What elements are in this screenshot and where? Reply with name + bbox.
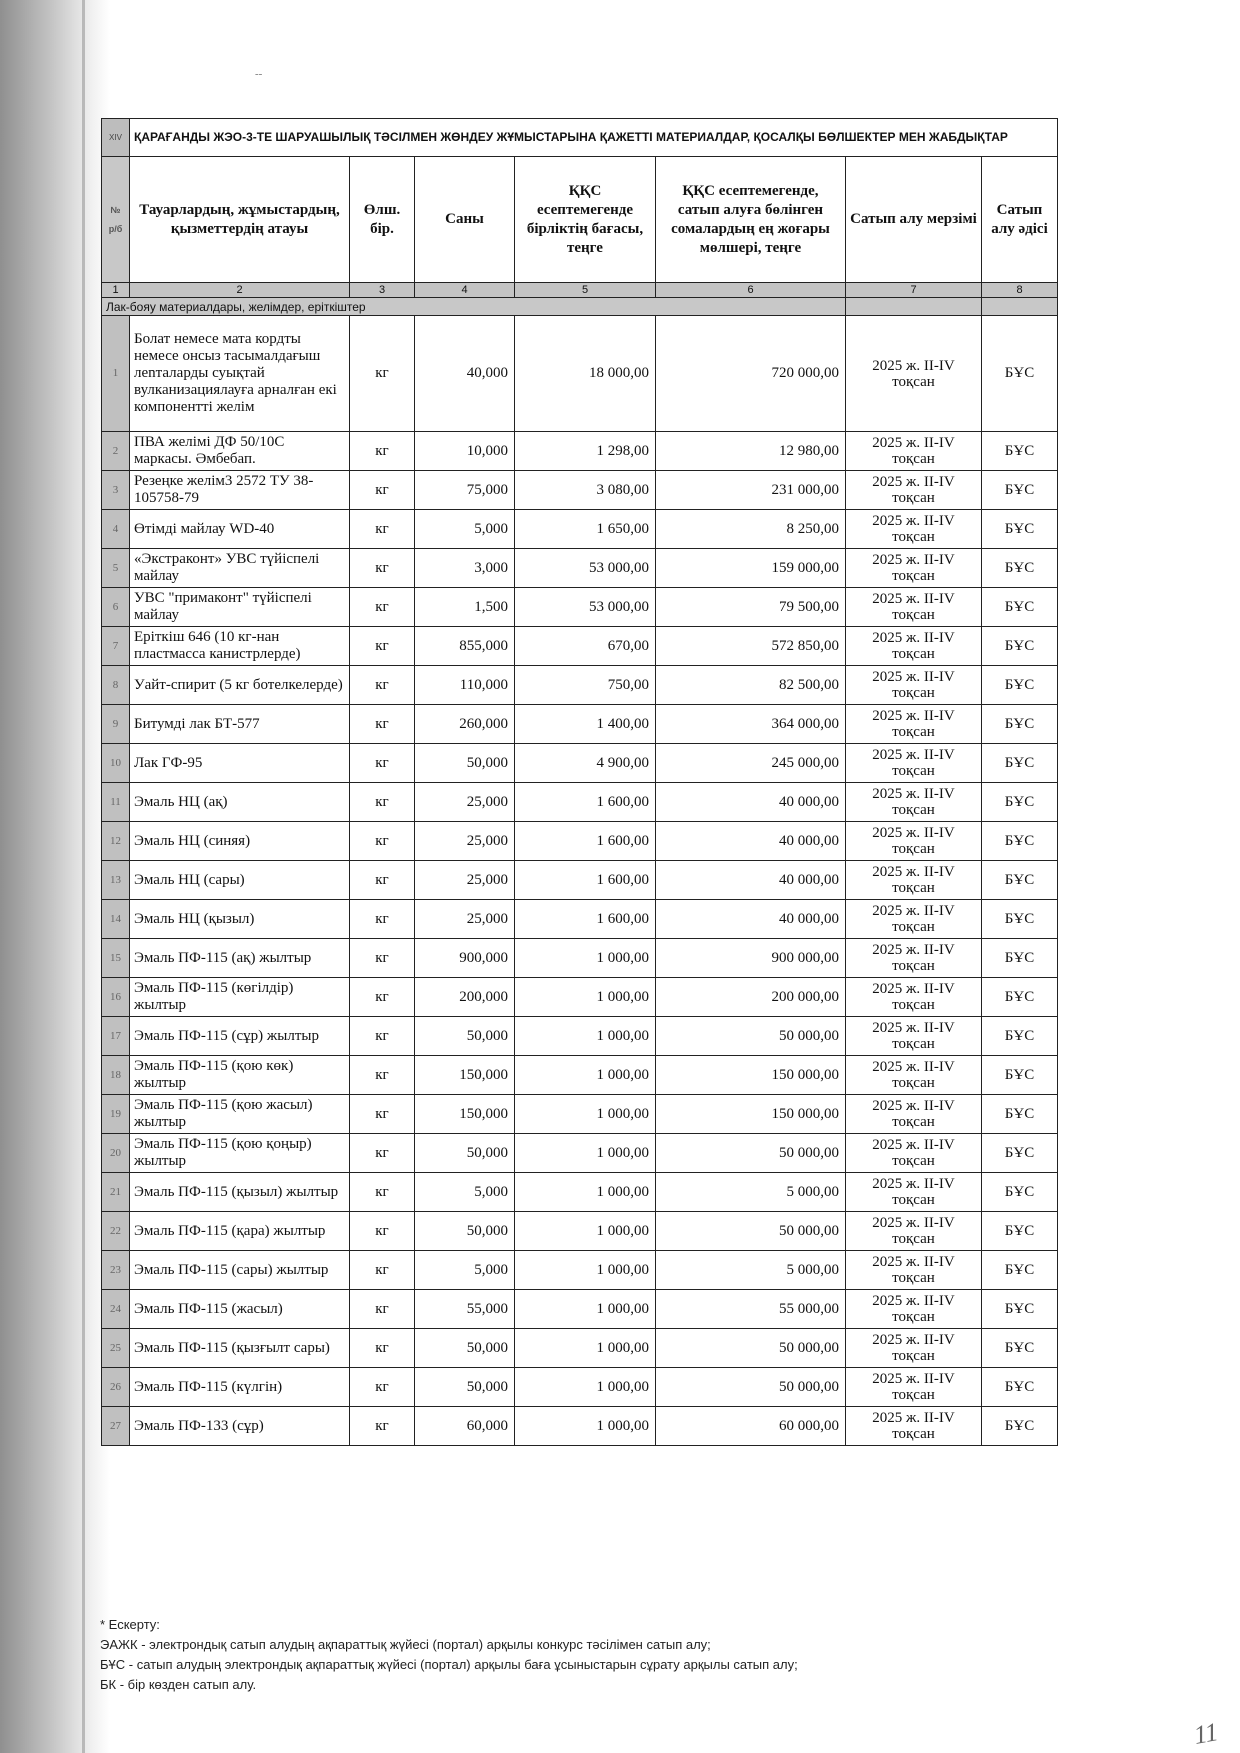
unit-price: 1 600,00 — [515, 861, 656, 900]
section-row — [102, 119, 1058, 157]
quantity: 25,000 — [415, 783, 515, 822]
purchase-method: БҰС — [982, 1251, 1058, 1290]
unit-price: 1 650,00 — [515, 510, 656, 549]
unit-of-measure: кг — [350, 1407, 415, 1446]
unit-of-measure: кг — [350, 705, 415, 744]
table-row — [102, 1017, 1058, 1056]
row-number: 11 — [102, 783, 130, 822]
purchase-method: БҰС — [982, 627, 1058, 666]
table-row — [102, 1095, 1058, 1134]
item-name: Эмаль ПФ-115 (қара) жылтыр — [130, 1212, 350, 1251]
max-amount: 5 000,00 — [656, 1251, 846, 1290]
quantity: 25,000 — [415, 900, 515, 939]
table-row — [102, 1134, 1058, 1173]
purchase-period: 2025 ж. II-IV тоқсан — [846, 978, 982, 1017]
quantity: 5,000 — [415, 1173, 515, 1212]
item-name: Резеңке желім3 2572 ТУ 38-105758-79 — [130, 471, 350, 510]
max-amount: 60 000,00 — [656, 1407, 846, 1446]
table-row — [102, 1212, 1058, 1251]
purchase-period: 2025 ж. II-IV тоқсан — [846, 316, 982, 432]
purchase-method: БҰС — [982, 1056, 1058, 1095]
item-name: Эмаль ПФ-133 (сұр) — [130, 1407, 350, 1446]
purchase-method: БҰС — [982, 900, 1058, 939]
unit-of-measure: кг — [350, 1056, 415, 1095]
table-row — [102, 1056, 1058, 1095]
purchase-period: 2025 ж. II-IV тоқсан — [846, 627, 982, 666]
unit-price: 1 000,00 — [515, 1368, 656, 1407]
unit-price: 1 000,00 — [515, 1251, 656, 1290]
unit-price: 1 000,00 — [515, 1329, 656, 1368]
max-amount: 40 000,00 — [656, 900, 846, 939]
header-max-amount: ҚҚС есептемегенде, сатып алуға бөлінген сомалардың ең жоғары мөлшері, теңге — [656, 157, 846, 283]
header-name: Тауарлардың, жұмыстардың, қызметтердің атауы — [130, 157, 350, 283]
unit-price: 1 000,00 — [515, 1290, 656, 1329]
table-row — [102, 783, 1058, 822]
unit-of-measure: кг — [350, 1290, 415, 1329]
row-number: 3 — [102, 471, 130, 510]
table-row — [102, 588, 1058, 627]
purchase-method: БҰС — [982, 1212, 1058, 1251]
unit-price: 670,00 — [515, 627, 656, 666]
footnotes — [100, 1615, 798, 1695]
unit-of-measure: кг — [350, 900, 415, 939]
max-amount: 50 000,00 — [656, 1134, 846, 1173]
max-amount: 572 850,00 — [656, 627, 846, 666]
row-number: 1 — [102, 316, 130, 432]
table-row — [102, 1290, 1058, 1329]
max-amount: 5 000,00 — [656, 1173, 846, 1212]
row-number: 21 — [102, 1173, 130, 1212]
table-row — [102, 432, 1058, 471]
purchase-method: БҰС — [982, 1017, 1058, 1056]
purchase-period: 2025 ж. II-IV тоқсан — [846, 861, 982, 900]
purchase-period: 2025 ж. II-IV тоқсан — [846, 432, 982, 471]
item-name: Битумді лак БТ-577 — [130, 705, 350, 744]
column-numbers-row — [102, 283, 1058, 298]
item-name: Эмаль НЦ (синяя) — [130, 822, 350, 861]
quantity: 260,000 — [415, 705, 515, 744]
table-row — [102, 627, 1058, 666]
table-row — [102, 549, 1058, 588]
row-number: 5 — [102, 549, 130, 588]
header-row — [102, 157, 1058, 283]
quantity: 75,000 — [415, 471, 515, 510]
max-amount: 40 000,00 — [656, 783, 846, 822]
row-number: 24 — [102, 1290, 130, 1329]
max-amount: 79 500,00 — [656, 588, 846, 627]
quantity: 150,000 — [415, 1095, 515, 1134]
max-amount: 231 000,00 — [656, 471, 846, 510]
row-number: 15 — [102, 939, 130, 978]
item-name: Эмаль ПФ-115 (сұр) жылтыр — [130, 1017, 350, 1056]
quantity: 855,000 — [415, 627, 515, 666]
unit-price: 1 000,00 — [515, 1017, 656, 1056]
purchase-period: 2025 ж. II-IV тоқсан — [846, 939, 982, 978]
unit-of-measure: кг — [350, 939, 415, 978]
section-title: ҚАРАҒАНДЫ ЖЭО-3-ТЕ ШАРУАШЫЛЫҚ ТӘСІЛМЕН ЖӨНДЕУ ЖҰМЫСТАРЫНА ҚАЖЕТТІ МАТЕРИАЛДАР, ҚОСАЛҚЫ БӨЛШЕКТЕР МЕН ЖАБДЫҚТАР — [130, 119, 1058, 157]
purchase-period: 2025 ж. II-IV тоқсан — [846, 1095, 982, 1134]
max-amount: 900 000,00 — [656, 939, 846, 978]
table-row — [102, 471, 1058, 510]
item-name: Өтімді майлау WD-40 — [130, 510, 350, 549]
unit-price: 1 000,00 — [515, 978, 656, 1017]
table-row — [102, 1173, 1058, 1212]
unit-price: 53 000,00 — [515, 549, 656, 588]
purchase-period: 2025 ж. II-IV тоқсан — [846, 1017, 982, 1056]
unit-price: 53 000,00 — [515, 588, 656, 627]
header-qty: Саны — [415, 157, 515, 283]
row-number: 8 — [102, 666, 130, 705]
column-number: 5 — [515, 283, 656, 298]
unit-price: 1 000,00 — [515, 1212, 656, 1251]
section-number: XIV — [102, 119, 130, 157]
group-filler — [982, 298, 1058, 316]
quantity: 1,500 — [415, 588, 515, 627]
quantity: 5,000 — [415, 510, 515, 549]
unit-price: 1 000,00 — [515, 1056, 656, 1095]
unit-of-measure: кг — [350, 1017, 415, 1056]
quantity: 50,000 — [415, 1134, 515, 1173]
max-amount: 720 000,00 — [656, 316, 846, 432]
unit-price: 1 600,00 — [515, 900, 656, 939]
item-name: Эмаль ПФ-115 (сары) жылтыр — [130, 1251, 350, 1290]
table-row — [102, 900, 1058, 939]
purchase-method: БҰС — [982, 978, 1058, 1017]
unit-price: 1 000,00 — [515, 939, 656, 978]
table-row — [102, 1251, 1058, 1290]
purchase-period: 2025 ж. II-IV тоқсан — [846, 471, 982, 510]
scan-mark: -- — [255, 68, 263, 80]
table-row — [102, 1407, 1058, 1446]
item-name: Эмаль ПФ-115 (қою қоңыр) жылтыр — [130, 1134, 350, 1173]
unit-of-measure: кг — [350, 588, 415, 627]
purchase-period: 2025 ж. II-IV тоқсан — [846, 1134, 982, 1173]
row-number: 4 — [102, 510, 130, 549]
item-name: Лак ГФ-95 — [130, 744, 350, 783]
purchase-method: БҰС — [982, 1407, 1058, 1446]
scan-fold-line — [82, 0, 85, 1753]
max-amount: 150 000,00 — [656, 1056, 846, 1095]
table-row — [102, 510, 1058, 549]
unit-price: 3 080,00 — [515, 471, 656, 510]
max-amount: 55 000,00 — [656, 1290, 846, 1329]
unit-of-measure: кг — [350, 316, 415, 432]
unit-price: 18 000,00 — [515, 316, 656, 432]
unit-of-measure: кг — [350, 1095, 415, 1134]
item-name: Эмаль НЦ (сары) — [130, 861, 350, 900]
unit-price: 1 000,00 — [515, 1095, 656, 1134]
purchase-period: 2025 ж. II-IV тоқсан — [846, 588, 982, 627]
unit-of-measure: кг — [350, 1329, 415, 1368]
table-row — [102, 861, 1058, 900]
purchase-period: 2025 ж. II-IV тоқсан — [846, 1056, 982, 1095]
unit-of-measure: кг — [350, 471, 415, 510]
footnote-line: ЭАЖК - электрондық сатып алудың ақпараттық жүйесі (портал) арқылы конкурс тәсілімен сатып алу; — [100, 1637, 711, 1652]
footnote-line: БК - бір көзден сатып алу. — [100, 1677, 257, 1692]
column-number: 6 — [656, 283, 846, 298]
item-name: Эмаль ПФ-115 (қызғылт сары) — [130, 1329, 350, 1368]
page-number: 11 — [1191, 1717, 1221, 1750]
table-row — [102, 705, 1058, 744]
column-number: 8 — [982, 283, 1058, 298]
table-row — [102, 978, 1058, 1017]
item-name: Эмаль ПФ-115 (қою көк) жылтыр — [130, 1056, 350, 1095]
purchase-period: 2025 ж. II-IV тоқсан — [846, 1290, 982, 1329]
row-number: 16 — [102, 978, 130, 1017]
row-number: 10 — [102, 744, 130, 783]
purchase-method: БҰС — [982, 549, 1058, 588]
row-number: 6 — [102, 588, 130, 627]
quantity: 5,000 — [415, 1251, 515, 1290]
quantity: 55,000 — [415, 1290, 515, 1329]
purchase-method: БҰС — [982, 1095, 1058, 1134]
procurement-table — [101, 118, 1058, 1446]
row-number: 19 — [102, 1095, 130, 1134]
column-number: 2 — [130, 283, 350, 298]
table-row — [102, 1368, 1058, 1407]
unit-of-measure: кг — [350, 1134, 415, 1173]
unit-of-measure: кг — [350, 627, 415, 666]
scan-edge-shadow — [0, 0, 110, 1753]
max-amount: 364 000,00 — [656, 705, 846, 744]
purchase-period: 2025 ж. II-IV тоқсан — [846, 1173, 982, 1212]
unit-of-measure: кг — [350, 1173, 415, 1212]
purchase-method: БҰС — [982, 471, 1058, 510]
table-row — [102, 1329, 1058, 1368]
purchase-period: 2025 ж. II-IV тоқсан — [846, 744, 982, 783]
row-number: 12 — [102, 822, 130, 861]
max-amount: 82 500,00 — [656, 666, 846, 705]
purchase-period: 2025 ж. II-IV тоқсан — [846, 900, 982, 939]
item-name: Эмаль ПФ-115 (жасыл) — [130, 1290, 350, 1329]
purchase-method: БҰС — [982, 316, 1058, 432]
group-filler — [846, 298, 982, 316]
row-number: 17 — [102, 1017, 130, 1056]
quantity: 3,000 — [415, 549, 515, 588]
purchase-period: 2025 ж. II-IV тоқсан — [846, 1407, 982, 1446]
row-number: 22 — [102, 1212, 130, 1251]
purchase-period: 2025 ж. II-IV тоқсан — [846, 1212, 982, 1251]
unit-price: 1 000,00 — [515, 1173, 656, 1212]
item-name: «Экстраконт» УВС түйіспелі майлау — [130, 549, 350, 588]
max-amount: 50 000,00 — [656, 1329, 846, 1368]
purchase-period: 2025 ж. II-IV тоқсан — [846, 549, 982, 588]
group-title: Лак-бояу материалдары, желімдер, еріткіштер — [102, 298, 846, 316]
row-number: 2 — [102, 432, 130, 471]
unit-of-measure: кг — [350, 432, 415, 471]
max-amount: 245 000,00 — [656, 744, 846, 783]
unit-price: 1 600,00 — [515, 783, 656, 822]
unit-price: 1 600,00 — [515, 822, 656, 861]
max-amount: 50 000,00 — [656, 1212, 846, 1251]
quantity: 60,000 — [415, 1407, 515, 1446]
item-name: Эмаль ПФ-115 (қою жасыл) жылтыр — [130, 1095, 350, 1134]
purchase-method: БҰС — [982, 1368, 1058, 1407]
purchase-period: 2025 ж. II-IV тоқсан — [846, 705, 982, 744]
column-number: 4 — [415, 283, 515, 298]
group-row — [102, 298, 1058, 316]
unit-of-measure: кг — [350, 861, 415, 900]
purchase-method: БҰС — [982, 1134, 1058, 1173]
item-name: Уайт-спирит (5 кг ботелкелерде) — [130, 666, 350, 705]
row-number: 20 — [102, 1134, 130, 1173]
unit-price: 750,00 — [515, 666, 656, 705]
unit-price: 1 000,00 — [515, 1134, 656, 1173]
purchase-period: 2025 ж. II-IV тоқсан — [846, 822, 982, 861]
purchase-period: 2025 ж. II-IV тоқсан — [846, 783, 982, 822]
row-number: 27 — [102, 1407, 130, 1446]
item-name: Эмаль ПФ-115 (күлгін) — [130, 1368, 350, 1407]
item-name: Эмаль ПФ-115 (қызыл) жылтыр — [130, 1173, 350, 1212]
quantity: 150,000 — [415, 1056, 515, 1095]
row-number: 14 — [102, 900, 130, 939]
max-amount: 40 000,00 — [656, 861, 846, 900]
unit-price: 1 298,00 — [515, 432, 656, 471]
purchase-period: 2025 ж. II-IV тоқсан — [846, 510, 982, 549]
purchase-method: БҰС — [982, 432, 1058, 471]
quantity: 25,000 — [415, 861, 515, 900]
unit-of-measure: кг — [350, 666, 415, 705]
purchase-method: БҰС — [982, 666, 1058, 705]
max-amount: 200 000,00 — [656, 978, 846, 1017]
column-number: 3 — [350, 283, 415, 298]
column-number: 1 — [102, 283, 130, 298]
purchase-period: 2025 ж. II-IV тоқсан — [846, 1368, 982, 1407]
quantity: 900,000 — [415, 939, 515, 978]
item-name: ПВА желімі ДФ 50/10С маркасы. Әмбебап. — [130, 432, 350, 471]
unit-of-measure: кг — [350, 1368, 415, 1407]
purchase-method: БҰС — [982, 744, 1058, 783]
unit-price: 1 400,00 — [515, 705, 656, 744]
quantity: 25,000 — [415, 822, 515, 861]
max-amount: 12 980,00 — [656, 432, 846, 471]
unit-of-measure: кг — [350, 510, 415, 549]
table-row — [102, 744, 1058, 783]
quantity: 50,000 — [415, 1368, 515, 1407]
quantity: 50,000 — [415, 1017, 515, 1056]
purchase-method: БҰС — [982, 861, 1058, 900]
purchase-method: БҰС — [982, 510, 1058, 549]
purchase-period: 2025 ж. II-IV тоқсан — [846, 666, 982, 705]
unit-of-measure: кг — [350, 1212, 415, 1251]
purchase-method: БҰС — [982, 1329, 1058, 1368]
item-name: Эмаль НЦ (қызыл) — [130, 900, 350, 939]
unit-of-measure: кг — [350, 822, 415, 861]
purchase-method: БҰС — [982, 705, 1058, 744]
unit-price: 1 000,00 — [515, 1407, 656, 1446]
header-period: Сатып алу мерзімі — [846, 157, 982, 283]
header-unit: Өлш. бір. — [350, 157, 415, 283]
purchase-method: БҰС — [982, 588, 1058, 627]
table-row — [102, 316, 1058, 432]
quantity: 50,000 — [415, 1329, 515, 1368]
max-amount: 8 250,00 — [656, 510, 846, 549]
header-num: № р/б — [102, 157, 130, 283]
unit-of-measure: кг — [350, 978, 415, 1017]
row-number: 9 — [102, 705, 130, 744]
table-row — [102, 939, 1058, 978]
purchase-method: БҰС — [982, 783, 1058, 822]
unit-of-measure: кг — [350, 549, 415, 588]
max-amount: 150 000,00 — [656, 1095, 846, 1134]
item-name: УВС "примаконт" түйіспелі майлау — [130, 588, 350, 627]
purchase-method: БҰС — [982, 1290, 1058, 1329]
purchase-method: БҰС — [982, 939, 1058, 978]
unit-of-measure: кг — [350, 1251, 415, 1290]
row-number: 25 — [102, 1329, 130, 1368]
row-number: 26 — [102, 1368, 130, 1407]
item-name: Еріткіш 646 (10 кг-нан пластмасса канистрлерде) — [130, 627, 350, 666]
item-name: Эмаль ПФ-115 (ақ) жылтыр — [130, 939, 350, 978]
table-row — [102, 666, 1058, 705]
purchase-method: БҰС — [982, 1173, 1058, 1212]
purchase-period: 2025 ж. II-IV тоқсан — [846, 1329, 982, 1368]
unit-of-measure: кг — [350, 783, 415, 822]
max-amount: 50 000,00 — [656, 1368, 846, 1407]
max-amount: 50 000,00 — [656, 1017, 846, 1056]
quantity: 40,000 — [415, 316, 515, 432]
item-name: Болат немесе мата кордты немесе онсыз тасымалдағыш лenталарды суықтай вулканизациялауға арналған екі компонентті желім — [130, 316, 350, 432]
row-number: 7 — [102, 627, 130, 666]
header-method: Сатып алу әдісі — [982, 157, 1058, 283]
quantity: 50,000 — [415, 1212, 515, 1251]
max-amount: 40 000,00 — [656, 822, 846, 861]
quantity: 10,000 — [415, 432, 515, 471]
header-unit-price: ҚҚС есептемегенде бірліктің бағасы, теңге — [515, 157, 656, 283]
item-name: Эмаль ПФ-115 (көгілдір) жылтыр — [130, 978, 350, 1017]
quantity: 110,000 — [415, 666, 515, 705]
row-number: 18 — [102, 1056, 130, 1095]
column-number: 7 — [846, 283, 982, 298]
unit-price: 4 900,00 — [515, 744, 656, 783]
unit-of-measure: кг — [350, 744, 415, 783]
purchase-period: 2025 ж. II-IV тоқсан — [846, 1251, 982, 1290]
footnote-line: БҰС - сатып алудың электрондық ақпараттық жүйесі (портал) арқылы баға ұсыныстарын сұрату арқылы сатып алу; — [100, 1657, 798, 1672]
quantity: 200,000 — [415, 978, 515, 1017]
item-name: Эмаль НЦ (ақ) — [130, 783, 350, 822]
row-number: 13 — [102, 861, 130, 900]
table-row — [102, 822, 1058, 861]
max-amount: 159 000,00 — [656, 549, 846, 588]
row-number: 23 — [102, 1251, 130, 1290]
footnote-line: * Ескерту: — [100, 1617, 160, 1632]
quantity: 50,000 — [415, 744, 515, 783]
purchase-method: БҰС — [982, 822, 1058, 861]
